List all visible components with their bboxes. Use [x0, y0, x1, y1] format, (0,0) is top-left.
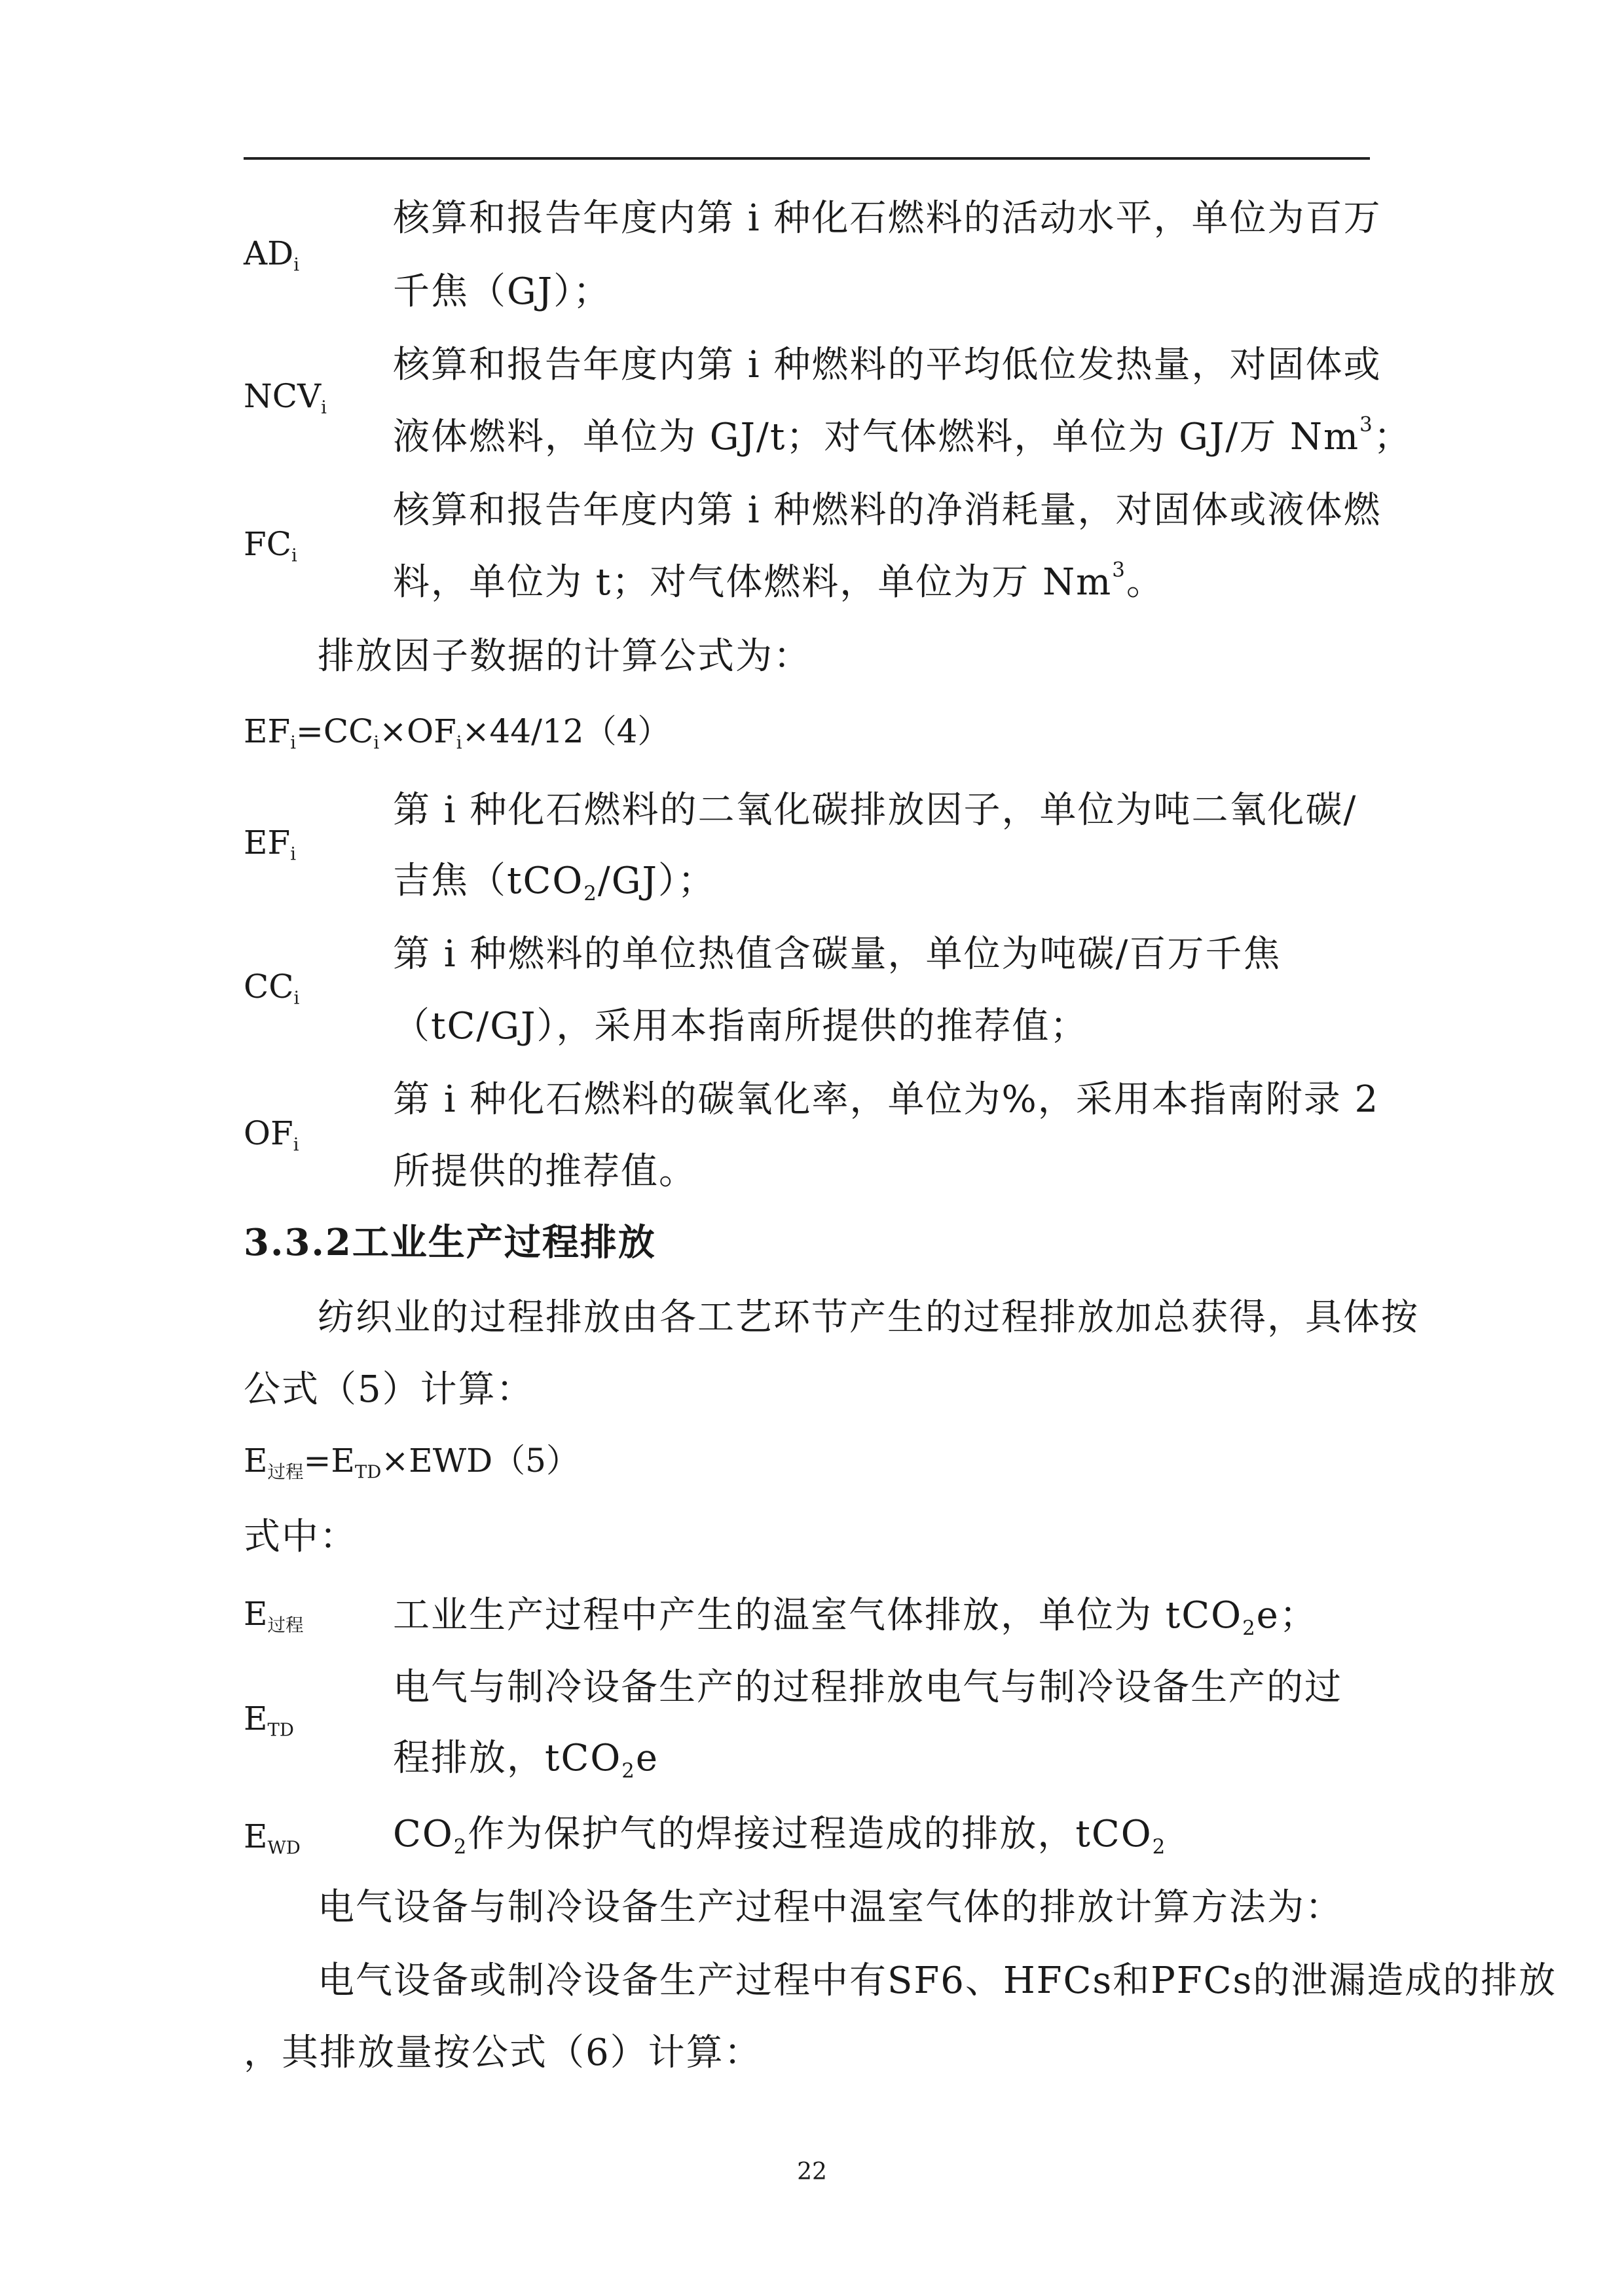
- symbol-of: $OF_i$: [244, 1114, 299, 1156]
- section-heading: 3.3.2工业生产过程排放: [244, 1221, 656, 1264]
- def-fc-line2: 料，单位为 t；对气体燃料，单位为万 Nm$^3$。: [393, 558, 1164, 604]
- paragraph-3-line1: 电气设备或制冷设备生产过程中有SF6、HFCs和PFCs的泄漏造成的排放: [318, 1959, 1557, 2002]
- symbol-e-process: $E_{过程}$: [244, 1595, 304, 1636]
- symbol-ncv: $NCV_i$: [244, 377, 327, 418]
- def-e-wd-line1: $CO_2$作为保护气的焊接过程造成的排放，tCO$_2$: [393, 1813, 1167, 1859]
- def-ncv-line2: 液体燃料，单位为 GJ/t；对气体燃料，单位为 GJ/万 Nm$^3$；: [393, 412, 1412, 458]
- symbol-ef: $EF_i$: [244, 824, 296, 865]
- paragraph-1-line1: 纺织业的过程排放由各工艺环节产生的过程排放加总获得，具体按: [318, 1296, 1419, 1339]
- formula-5: $E_{过程}=E_{TD}\times EWD(5)$: [244, 1442, 579, 1483]
- def-cc-line2: （tC/GJ），采用本指南所提供的推荐值；: [393, 1005, 1088, 1048]
- def-ef-line2: 吉焦（tCO$_2$/GJ）；: [393, 860, 716, 905]
- symbol-e-wd: $E_{WD}$: [244, 1817, 301, 1859]
- def-cc-line1: 第 i 种燃料的单位热值含碳量，单位为吨碳/百万千焦: [393, 933, 1282, 975]
- paragraph-3-line2: ，其排放量按公式（6）计算：: [244, 2032, 762, 2074]
- def-ad-line1: 核算和报告年度内第 i 种化石燃料的活动水平，单位为百万: [393, 197, 1382, 240]
- def-ef-line1: 第 i 种化石燃料的二氧化碳排放因子，单位为吨二氧化碳/: [393, 789, 1357, 831]
- def-e-process-line1: 工业生产过程中产生的温室气体排放，单位为 tCO$_2$e；: [393, 1594, 1318, 1640]
- ef-intro: 排放因子数据的计算公式为：: [318, 635, 811, 678]
- paragraph-2: 电气设备与制冷设备生产过程中温室气体的排放计算方法为：: [318, 1886, 1343, 1929]
- def-e-td-line1: 电气与制冷设备生产的过程排放电气与制冷设备生产的过: [393, 1666, 1342, 1709]
- symbol-fc: $FC_i$: [244, 525, 297, 566]
- paragraph-1-line2: 公式（5）计算：: [244, 1368, 534, 1411]
- symbol-ad: $AD_i$: [244, 234, 299, 276]
- def-ad-line2: 千焦（GJ）；: [393, 270, 612, 313]
- symbol-e-td: $E_{TD}$: [244, 1700, 294, 1741]
- def-ncv-line1: 核算和报告年度内第 i 种燃料的平均低位发热量，对固体或: [393, 344, 1382, 386]
- def-e-td-line2: 程排放，tCO$_2$e: [393, 1737, 659, 1783]
- def-fc-line1: 核算和报告年度内第 i 种燃料的净消耗量，对固体或液体燃: [393, 489, 1382, 532]
- formula-4: $EF_i=CC_i\times OF_i\times 44/12(4)$: [244, 712, 671, 754]
- page-number: 22: [797, 2159, 827, 2185]
- where-label: 式中：: [244, 1516, 358, 1558]
- symbol-cc: $CC_i$: [244, 968, 300, 1009]
- def-of-line2: 所提供的推荐值。: [393, 1150, 697, 1193]
- def-of-line1: 第 i 种化石燃料的碳氧化率，单位为%，采用本指南附录 2: [393, 1078, 1380, 1121]
- header-rule: [244, 157, 1370, 160]
